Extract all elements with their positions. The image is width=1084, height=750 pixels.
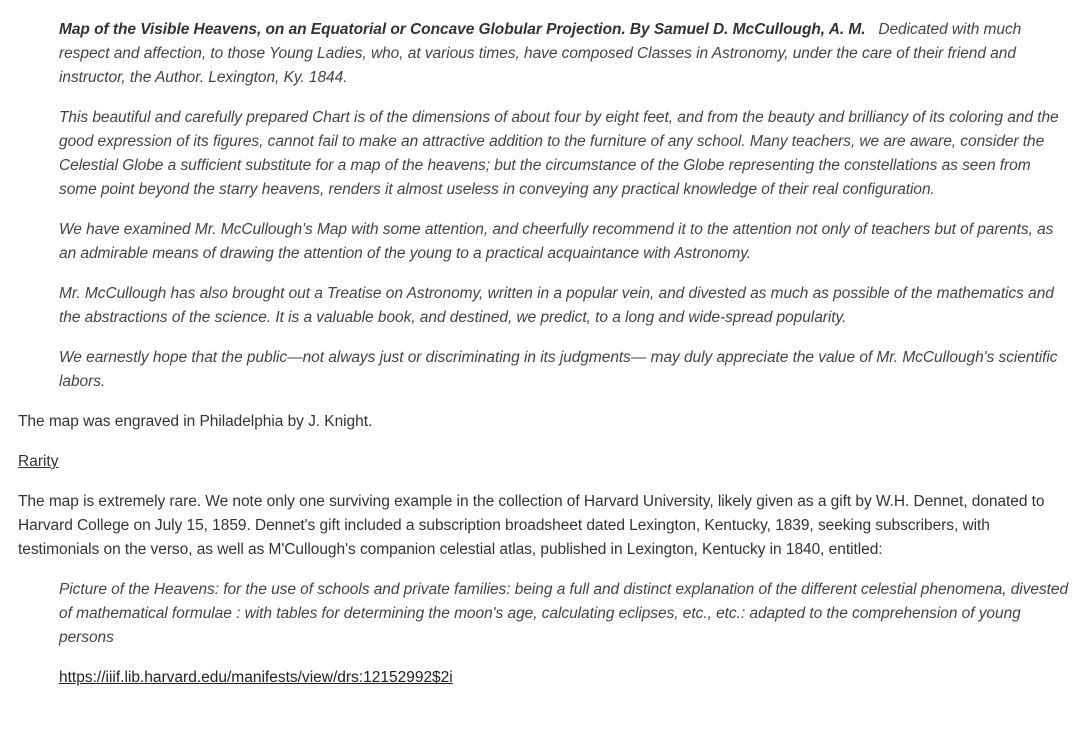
rarity-heading: Rarity: [18, 453, 59, 470]
testimonial-quote: [59, 18, 1070, 394]
quote-paragraph-4: Mr. McCullough has also brought out a Treatise on Astronomy, written in a popular vein, and divested as much as possible of the mathematics and the abstractions of the science. It is a valuable book, and destined, we predict, to a long and wide-spread popularity.: [59, 285, 1054, 326]
harvard-manifest-link[interactable]: https://iiif.lib.harvard.edu/manifests/view/drs:12152992$2i: [59, 669, 453, 686]
link-container: [59, 666, 1070, 690]
quote-paragraph-title: [59, 18, 1070, 90]
map-title: Map of the Visible Heavens, on an Equatorial or Concave Globular Projection. By Samuel D. McCullough, A. M.: [59, 21, 866, 38]
dedication-text: Dedicated with much respect and affection, to those Young Ladies, who, at various times, have composed Classes in Astronomy, under the care of their friend and instructor, the Author. Lexington, Ky. 1844.: [59, 21, 1022, 86]
quote-paragraph-3: We have examined Mr. McCullough's Map with some attention, and cheerfully recommend it to the attention not only of teachers but of parents, as an admirable means of drawing the attention of the young to a practical acquaintance with Astronomy.: [59, 221, 1054, 262]
atlas-title-text: Picture of the Heavens: for the use of schools and private families: being a full and distinct explanation of the different celestial phenomena, divested of mathematical formulae : with tables for determining the moon's age, calculating eclipses, etc., etc.: adapted to the comprehension of young persons: [59, 581, 1069, 646]
rarity-paragraph: The map is extremely rare. We note only one surviving example in the collection of Harvard University, likely given as a gift by W.H. Dennet, donated to Harvard College on July 15, 1859. Dennet's gift included a subscription broadsheet dated Lexington, Kentucky, 1839, seeking subscribers, with testimonials on the verso, as well as M'Cullough's companion celestial atlas, published in Lexington, Kentucky in 1840, entitled:: [18, 493, 1045, 558]
quote-paragraph-2: This beautiful and carefully prepared Chart is of the dimensions of about four by eight feet, and from the beauty and brilliancy of its coloring and the good expression of its figures, cannot fail to make an attractive addition to the furniture of any school. Many teachers, we are aware, consider the Celestial Globe a sufficient substitute for a map of the heavens; but the circumstance of the Globe representing the constellations as seen from some point beyond the starry heavens, renders it almost useless in conveying any practical knowledge of their real configuration.: [59, 109, 1059, 198]
atlas-title-quote: [59, 578, 1070, 650]
engraved-paragraph: The map was engraved in Philadelphia by J. Knight.: [18, 413, 373, 430]
quote-paragraph-5: We earnestly hope that the public—not always just or discriminating in its judgments— may duly appreciate the value of Mr. McCullough's scientific labors.: [59, 349, 1058, 390]
